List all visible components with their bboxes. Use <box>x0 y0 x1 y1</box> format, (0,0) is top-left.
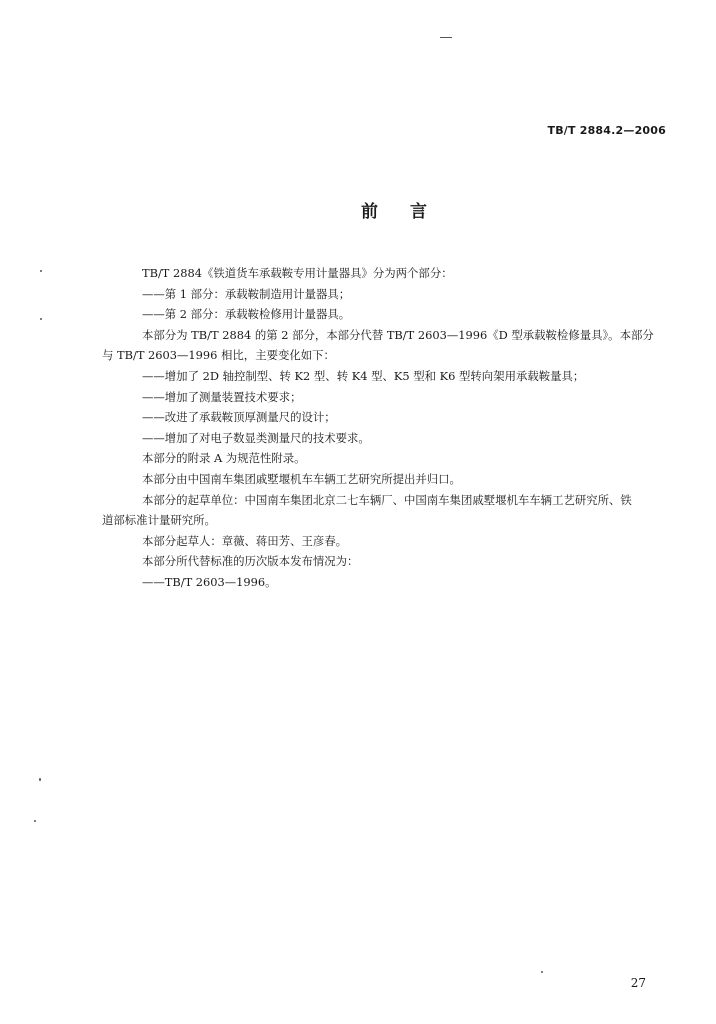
scan-speck <box>440 37 452 38</box>
scan-speck <box>40 318 42 320</box>
list-item-change-1: ——增加了 2D 轴控制型、转 K2 型、转 K4 型、K5 型和 K6 型转向架用承载鞍量具； <box>142 368 585 383</box>
paragraph-history: 本部分所代替标准的历次版本发布情况为： <box>142 554 359 569</box>
list-item-change-4: ——增加了对电子数显类测量尺的技术要求。 <box>142 430 370 445</box>
scan-speck <box>40 270 42 272</box>
paragraph-drafting-units: 本部分的起草单位：中国南车集团北京二七车辆厂、中国南车集团戚墅堰机车车辆工艺研究所、铁 <box>142 492 632 507</box>
document-body <box>102 263 684 593</box>
paragraph-appendix: 本部分的附录 A 为规范性附录。 <box>142 451 306 466</box>
list-item-part-2: ——第 2 部分：承载鞍检修用计量器具。 <box>142 307 351 322</box>
scan-speck <box>39 778 41 781</box>
paragraph-replacement-cont: 与 TB/T 2603—1996 相比，主要变化如下： <box>102 348 335 363</box>
paragraph-replacement: 本部分为 TB/T 2884 的第 2 部分，本部分代替 TB/T 2603—1996《D 型承载鞍检修量具》。本部分 <box>142 327 654 342</box>
paragraph-proposer: 本部分由中国南车集团戚墅堰机车车辆工艺研究所提出并归口。 <box>142 471 461 486</box>
scan-speck <box>541 971 543 973</box>
paragraph-drafting-units-cont: 道部标准计量研究所。 <box>102 513 216 528</box>
paragraph-intro: TB/T 2884《铁道货车承载鞍专用计量器具》分为两个部分： <box>142 266 453 280</box>
page-number: 27 <box>630 976 646 990</box>
list-item-part-1: ——第 1 部分：承载鞍制造用计量器具； <box>142 286 351 301</box>
scan-speck <box>34 820 36 822</box>
page-title: 前言 <box>361 202 459 222</box>
list-item-change-2: ——增加了测量装置技术要求； <box>142 389 302 404</box>
paragraph-drafters: 本部分起草人：章薇、蒋田芳、王彦春。 <box>142 533 348 548</box>
list-item-history: ——TB/T 2603—1996。 <box>142 574 277 589</box>
standard-number: TB/T 2884.2—2006 <box>547 124 666 137</box>
list-item-change-3: ——改进了承载鞍顶厚测量尺的设计； <box>142 410 336 425</box>
